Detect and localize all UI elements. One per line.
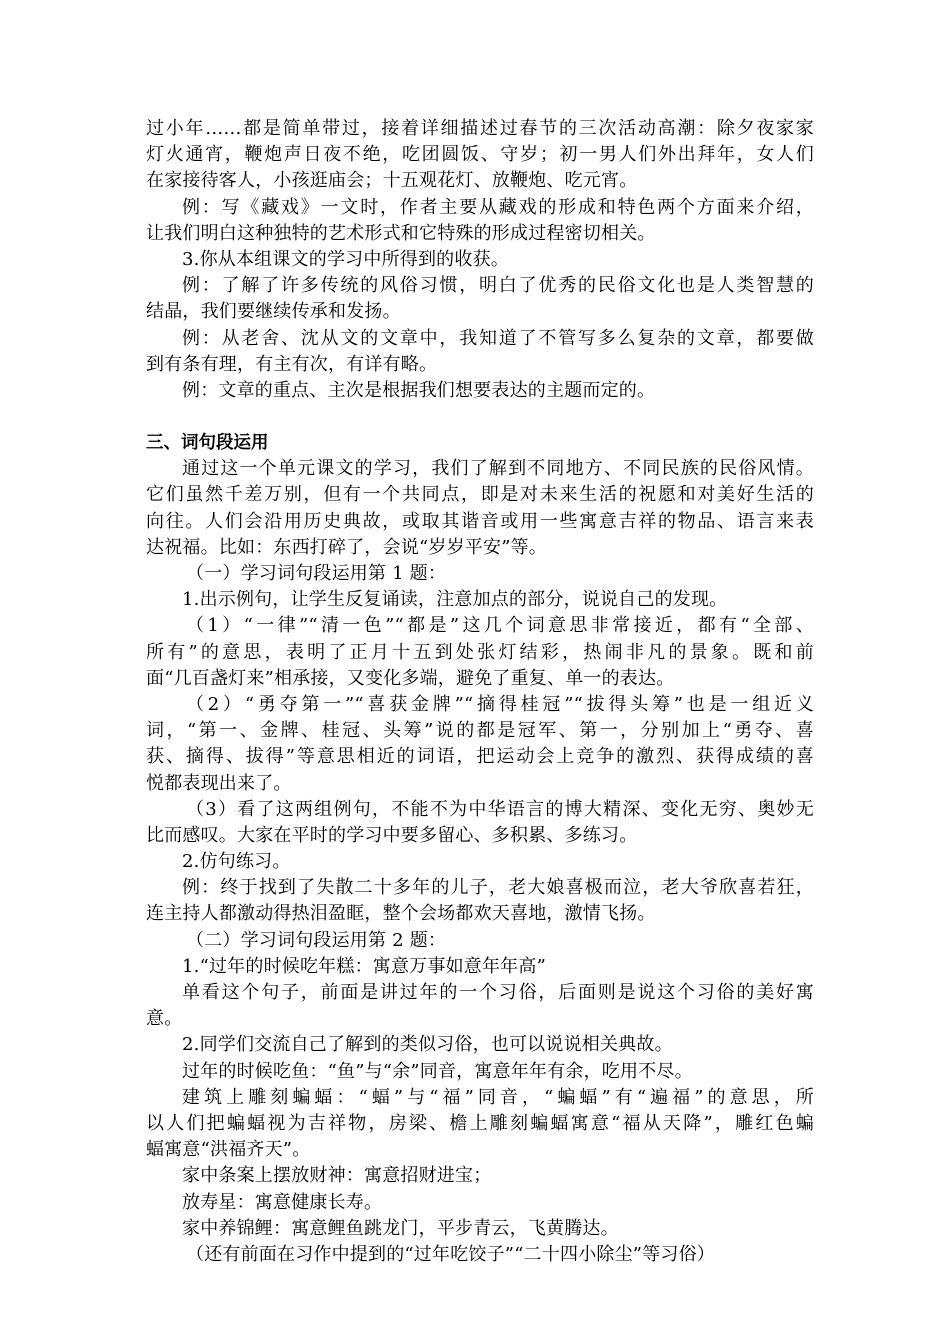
paragraph-imitation-example: [146, 875, 814, 927]
text-line: 到有条有理，有主有次，有详有略。: [146, 353, 438, 375]
paragraph-spring-festival: [146, 116, 814, 195]
text-line: 例：了解了许多传统的风俗习惯，明白了优秀的民俗文化也是人类智慧的: [182, 275, 814, 297]
paragraph-example-2: [146, 326, 814, 378]
paragraph-intro: [146, 456, 814, 561]
text-line: 词，“第一、金牌、桂冠、头筹”说的都是冠军、第一，分别加上“勇夺、喜: [146, 720, 814, 742]
paragraph-analysis-1: [146, 613, 814, 692]
text-line: 获、摘得、拔得”等意思相近的词语，把运动会上竞争的激烈、获得成绩的喜: [146, 746, 814, 768]
section-gap: [146, 404, 814, 430]
custom-bat: [146, 1085, 814, 1164]
text-line: 例：终于找到了失散二十多年的儿子，老大娘喜极而泣，老大爷欣喜若狂，: [182, 877, 814, 899]
text-line: （3）看了这两组例句，不能不为中华语言的博大精深、变化无穷、奥妙无: [186, 798, 814, 820]
numbered-item: 2.仿句练习。: [182, 851, 291, 873]
custom-god-of-wealth: 家中条案上摆放财神：寓意招财进宝；: [182, 1165, 492, 1187]
text-line: 蝠寓意“洪福齐天”。: [146, 1139, 311, 1161]
text-line: 在家接待客人，小孩逛庙会；十五观花灯、放鞭炮、吃元宵。: [146, 170, 638, 192]
paragraph-sentence-analysis: [146, 980, 814, 1032]
paragraph-example-1: [146, 273, 814, 325]
text-line: （1）“一律”“清一色”“都是”这几个词意思非常接近，都有“全部、: [186, 615, 814, 637]
document-page: [146, 116, 814, 1268]
text-line: 向往。人们会沿用历史典故，或取其谐音或用一些寓意吉祥的物品、语言来表: [146, 510, 814, 532]
paragraph-example-3: 例：文章的重点、主次是根据我们想要表达的主题而定的。: [182, 379, 656, 401]
text-line: 悦都表现出来了。: [146, 772, 292, 794]
paragraph-analysis-2: [146, 692, 814, 797]
numbered-item: 3.你从本组课文的学习中所得到的收获。: [182, 248, 509, 270]
text-line: 结晶，我们要继续传承和发扬。: [146, 301, 401, 323]
text-line: 建筑上雕刻蝙蝠：“蝠”与“福”同音，“蝙蝠”有“遍福”的意思，所: [182, 1086, 814, 1108]
numbered-item: 1.出示例句，让学生反复诵读，注意加点的部分，说说自己的发现。: [182, 589, 728, 611]
text-line: 意。: [146, 1008, 183, 1030]
custom-longevity-star: 放寿星：寓意健康长寿。: [182, 1191, 383, 1213]
text-line: 让我们明白这种独特的艺术形式和它特殊的形成过程密切相关。: [146, 222, 656, 244]
text-line: 以人们把蝙蝠视为吉祥物，房梁、檐上雕刻蝙蝠寓意“福从天降”，雕红色蝙: [146, 1112, 814, 1134]
numbered-item: 1.“过年的时候吃年糕：寓意万事如意年年高”: [182, 955, 546, 977]
paragraph-analysis-3: [146, 797, 814, 849]
text-line: 比而感叹。大家在平时的学习中要多留心、多积累、多练习。: [146, 824, 638, 846]
text-line: 灯火通宵，鞭炮声日夜不绝，吃团圆饭、守岁；初一男人们外出拜年，女人们: [146, 144, 814, 166]
custom-fish: 过年的时候吃鱼：“鱼”与“余”同音，寓意年年有余，吃用不尽。: [182, 1060, 693, 1082]
text-line: 连主持人都激动得热泪盈眶，整个会场都欢天喜地，激情飞扬。: [146, 903, 656, 925]
text-line: 通过这一个单元课文的学习，我们了解到不同地方、不同民族的民俗风情。: [182, 458, 814, 480]
text-line: 它们虽然千差万别，但有一个共同点，即是对未来生活的祝愿和对美好生活的: [146, 484, 814, 506]
text-line: 单看这个句子，前面是讲过年的一个习俗，后面则是说这个习俗的美好寓: [182, 982, 814, 1003]
text-line: 面“几百盏灯来”相承接，又变化多端，避免了重复、单一的表达。: [146, 667, 675, 689]
text-line: 达祝福。比如：东西打碎了，会说“岁岁平安”等。: [146, 536, 548, 558]
numbered-item: 2.同学们交流自己了解到的类似习俗，也可以说说相关典故。: [182, 1034, 673, 1056]
text-line: 过小年……都是简单带过，接着详细描述过春节的三次活动高潮：除夕夜家家: [146, 118, 814, 139]
closing-note: （还有前面在习作中提到的“过年吃饺子”“二十四小除尘”等习俗）: [186, 1243, 716, 1265]
text-line: 例：写《藏戏》一文时，作者主要从藏戏的形成和特色两个方面来介绍，: [182, 196, 814, 218]
custom-koi: 家中养锦鲤：寓意鲤鱼跳龙门，平步青云，飞黄腾达。: [182, 1217, 619, 1239]
text-line: 例：从老舍、沈从文的文章中，我知道了不管写多么复杂的文章，都要做: [182, 327, 814, 349]
subsection-title-2: （二）学习词句段运用第 2 题：: [186, 929, 447, 951]
section-heading: 三、词句段运用: [146, 433, 269, 454]
text-line: 所有”的意思，表明了正月十五到处张灯结彩，热闹非凡的景象。既和前: [146, 641, 814, 663]
subsection-title-1: （一）学习词句段运用第 1 题：: [186, 563, 447, 584]
paragraph-tibetan-opera: [146, 195, 814, 247]
text-line: （2）“勇夺第一”“喜获金牌”“摘得桂冠”“拔得头筹”也是一组近义: [186, 693, 814, 715]
